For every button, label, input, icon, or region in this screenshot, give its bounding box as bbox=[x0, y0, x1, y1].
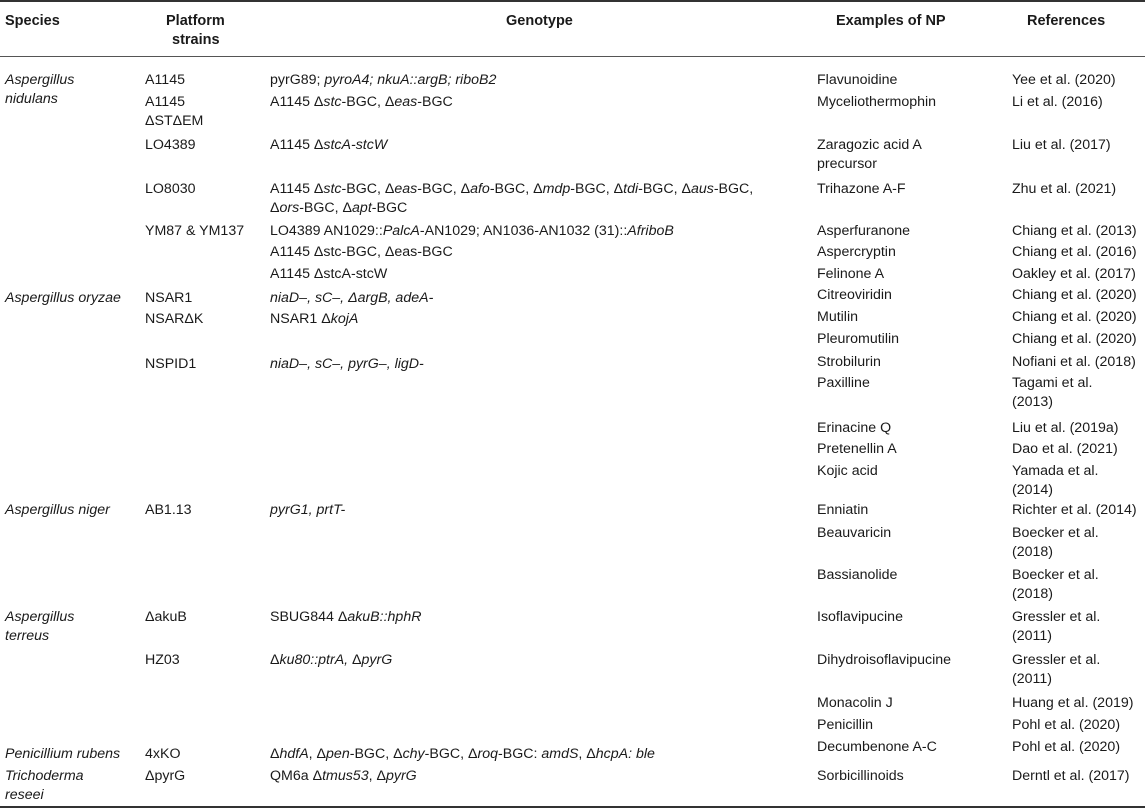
genotype-italic: AfriboB bbox=[627, 223, 674, 239]
genotype-italic: chy bbox=[402, 746, 425, 762]
genotype-text: -AN1029; AN1036-AN1032 (31):: bbox=[419, 223, 628, 239]
np-strobilurin: Strobilurin bbox=[817, 354, 881, 370]
species-niger: Aspergillus niger bbox=[5, 502, 110, 518]
species-nidulans-line1: Aspergillus bbox=[5, 72, 75, 88]
genotype-a1145-stem bbox=[270, 93, 453, 112]
genotype-nsar1: niaD–, sC–, ΔargB, adeA- bbox=[270, 290, 434, 306]
ref-yee-2020: Yee et al. (2020) bbox=[1012, 72, 1116, 88]
header-species: Species bbox=[5, 13, 60, 29]
np-bassianolide: Bassianolide bbox=[817, 567, 898, 583]
genotype-text: Δ bbox=[270, 746, 280, 762]
genotype-text: -BGC, Δ bbox=[299, 200, 353, 216]
genotype-lo8030-line1 bbox=[270, 180, 753, 199]
header-platform-line1: Platform bbox=[166, 13, 225, 29]
strain-nsardk: NSARΔK bbox=[145, 311, 204, 327]
np-erinacine: Erinacine Q bbox=[817, 420, 892, 436]
ref-dao-2021: Dao et al. (2021) bbox=[1012, 441, 1118, 457]
np-zaragozic-line1: Zaragozic acid A bbox=[817, 137, 922, 153]
species-terreus-line2: terreus bbox=[5, 628, 50, 644]
genotype-text: -BGC, Δ bbox=[638, 181, 691, 197]
genotype-text: Δ bbox=[270, 652, 280, 668]
strain-pyrg: ΔpyrG bbox=[145, 768, 186, 784]
genotype-text: , Δ bbox=[308, 746, 327, 762]
ref-li-2016: Li et al. (2016) bbox=[1012, 94, 1103, 110]
genotype-nspid1: niaD–, sC–, pyrG–, ligD- bbox=[270, 356, 424, 372]
ref-chiang-2016: Chiang et al. (2016) bbox=[1012, 244, 1137, 260]
strain-4xko: 4xKO bbox=[145, 746, 181, 762]
genotype-text: -BGC, Δ bbox=[424, 746, 478, 762]
genotype-text: -BGC bbox=[371, 200, 408, 216]
strain-lo8030: LO8030 bbox=[145, 181, 196, 197]
genotype-text: -BGC, Δ bbox=[489, 181, 543, 197]
ref-boecker-a-line1: Boecker et al. bbox=[1012, 525, 1099, 541]
genotype-lo8030-line2 bbox=[270, 199, 407, 218]
ref-nofiani-2018: Nofiani et al. (2018) bbox=[1012, 354, 1136, 370]
genotype-text: LO4389 AN1029:: bbox=[270, 223, 383, 239]
genotype-text: NSAR1 Δ bbox=[270, 311, 331, 327]
np-felinone: Felinone A bbox=[817, 266, 885, 282]
species-reseei-line1: Trichoderma bbox=[5, 768, 84, 784]
species-nidulans-line2: nidulans bbox=[5, 91, 58, 107]
header-platform-line2: strains bbox=[172, 32, 220, 48]
genotype-italic: pyrG bbox=[385, 768, 417, 784]
genotype-italic: akuB::hphR bbox=[347, 609, 422, 625]
genotype-text: , Δ bbox=[368, 768, 386, 784]
header-genotype: Genotype bbox=[506, 13, 573, 29]
species-terreus-line1: Aspergillus bbox=[5, 609, 75, 625]
np-myceliothermophin: Myceliothermophin bbox=[817, 94, 937, 110]
np-beauvaricin: Beauvaricin bbox=[817, 525, 892, 541]
genotype-italic: stcA-stcW bbox=[323, 137, 388, 153]
genotype-italic: pyrG bbox=[361, 652, 393, 668]
genotype-text: A1145 Δ bbox=[270, 181, 324, 197]
genotype-italic: eas bbox=[394, 181, 418, 197]
genotype-italic: hcpA: ble bbox=[595, 746, 655, 762]
ref-derntl-2017: Derntl et al. (2017) bbox=[1012, 768, 1130, 784]
genotype-text: , Δ bbox=[578, 746, 596, 762]
genotype-italic: afo bbox=[470, 181, 490, 197]
species-reseei-line2: reseei bbox=[5, 787, 44, 803]
ref-yamada-line2: (2014) bbox=[1012, 482, 1054, 498]
np-mutilin: Mutilin bbox=[817, 309, 858, 325]
strain-ym87-ym137: YM87 & YM137 bbox=[145, 223, 245, 239]
ref-chiang-2020-c: Chiang et al. (2020) bbox=[1012, 331, 1137, 347]
genotype-italic: eas bbox=[394, 94, 418, 110]
genotype-italic: ors bbox=[279, 200, 300, 216]
genotype-text: -BGC, Δ bbox=[349, 746, 403, 762]
genotype-text: A1145 Δ bbox=[270, 137, 324, 153]
genotype-italic: roq bbox=[477, 746, 498, 762]
ref-liu-2017: Liu et al. (2017) bbox=[1012, 137, 1111, 153]
genotype-text: -BGC, Δ bbox=[341, 94, 395, 110]
ref-zhu-2021: Zhu et al. (2021) bbox=[1012, 181, 1117, 197]
genotype-ym87-line3: A1145 ΔstcA-stcW bbox=[270, 266, 388, 282]
genotype-akub bbox=[270, 608, 421, 627]
genotype-italic: stc bbox=[323, 94, 342, 110]
ref-gressler-a-line1: Gressler et al. bbox=[1012, 609, 1101, 625]
ref-boecker-b-line2: (2018) bbox=[1012, 586, 1054, 602]
genotype-italic: tmus53 bbox=[322, 768, 369, 784]
header-references: References bbox=[1027, 13, 1106, 29]
np-enniatin: Enniatin bbox=[817, 502, 869, 518]
ref-tagami-line1: Tagami et al. bbox=[1012, 375, 1093, 391]
genotype-4xko bbox=[270, 745, 655, 764]
genotype-text: -BGC: bbox=[498, 746, 542, 762]
np-dihydroisoflavipucine: Dihydroisoflavipucine bbox=[817, 652, 952, 668]
strain-hz03: HZ03 bbox=[145, 652, 180, 668]
genotype-italic: tdi bbox=[623, 181, 639, 197]
species-oryzae: Aspergillus oryzae bbox=[5, 290, 121, 306]
ref-chiang-2020-b: Chiang et al. (2020) bbox=[1012, 309, 1137, 325]
np-zaragozic-line2: precursor bbox=[817, 156, 877, 172]
ref-gressler-a-line2: (2011) bbox=[1012, 628, 1052, 644]
genotype-italic: pen bbox=[326, 746, 350, 762]
np-asperfuranone: Asperfuranone bbox=[817, 223, 911, 239]
genotype-text: Δ bbox=[348, 652, 362, 668]
strain-a1145-stem-line2: ΔSTΔEM bbox=[145, 113, 204, 129]
strain-lo4389: LO4389 bbox=[145, 137, 196, 153]
genotype-text: SBUG844 Δ bbox=[270, 609, 348, 625]
np-citreoviridin: Citreoviridin bbox=[817, 287, 892, 303]
np-monacolin: Monacolin J bbox=[817, 695, 893, 711]
genotype-text: -BGC, Δ bbox=[570, 181, 624, 197]
np-kojic-acid: Kojic acid bbox=[817, 463, 878, 479]
genotype-text: A1145 Δ bbox=[270, 94, 324, 110]
strain-nsar1: NSAR1 bbox=[145, 290, 193, 306]
genotype-italic: amdS bbox=[541, 746, 579, 762]
genotype-ab113: pyrG1, prtT- bbox=[270, 502, 346, 518]
genotype-a1145-part: pyrG89; bbox=[270, 72, 325, 88]
ref-gressler-b-line1: Gressler et al. bbox=[1012, 652, 1101, 668]
np-trihazone: Trihazone A-F bbox=[817, 181, 906, 197]
ref-oakley-2017: Oakley et al. (2017) bbox=[1012, 266, 1136, 282]
genotype-italic: kojA bbox=[330, 311, 359, 327]
ref-pohl-2020-a: Pohl et al. (2020) bbox=[1012, 717, 1121, 733]
ref-chiang-2020-a: Chiang et al. (2020) bbox=[1012, 287, 1137, 303]
species-rubens: Penicillium rubens bbox=[5, 746, 121, 762]
strain-ab113: AB1.13 bbox=[145, 502, 192, 518]
ref-gressler-b-line2: (2011) bbox=[1012, 671, 1052, 687]
ref-richter-2014: Richter et al. (2014) bbox=[1012, 502, 1137, 518]
genotype-text: QM6a Δ bbox=[270, 768, 323, 784]
genotype-text: -BGC bbox=[417, 94, 453, 110]
ref-huang-2019: Huang et al. (2019) bbox=[1012, 695, 1134, 711]
genotype-italic: ku80::ptrA, bbox=[279, 652, 349, 668]
header-examples-np: Examples of NP bbox=[836, 13, 946, 29]
ref-liu-2019a: Liu et al. (2019a) bbox=[1012, 420, 1119, 436]
genotype-italic: aus bbox=[690, 181, 714, 197]
np-isoflavipucine: Isoflavipucine bbox=[817, 609, 903, 625]
np-paxilline: Paxilline bbox=[817, 375, 870, 391]
genotype-text: -BGC, Δ bbox=[341, 181, 395, 197]
genotype-lo4389 bbox=[270, 136, 387, 155]
genotype-text: -BGC, Δ bbox=[417, 181, 471, 197]
genotype-nsardk bbox=[270, 310, 358, 329]
genotype-hz03 bbox=[270, 651, 392, 670]
strain-akub: ΔakuB bbox=[145, 609, 187, 625]
ref-pohl-2020-b: Pohl et al. (2020) bbox=[1012, 739, 1121, 755]
genotype-italic: apt bbox=[352, 200, 372, 216]
genotype-a1145 bbox=[270, 71, 496, 90]
table-bottom-rule bbox=[0, 806, 1145, 808]
ref-yamada-line1: Yamada et al. bbox=[1012, 463, 1099, 479]
ref-boecker-b-line1: Boecker et al. bbox=[1012, 567, 1099, 583]
ref-boecker-a-line2: (2018) bbox=[1012, 544, 1054, 560]
genotype-pyrg bbox=[270, 767, 417, 786]
np-pleuromutilin: Pleuromutilin bbox=[817, 331, 900, 347]
strain-a1145-stem-line1: A1145 bbox=[145, 94, 185, 110]
genotype-italic: mdp bbox=[542, 181, 571, 197]
genotype-a1145-italic: pyroA4; nkuA::argB; riboB2 bbox=[324, 72, 497, 88]
genotype-italic: hdfA bbox=[279, 746, 309, 762]
genotype-italic: PalcA bbox=[382, 223, 420, 239]
table-header-rule bbox=[0, 56, 1145, 57]
np-sorbicillinoids: Sorbicillinoids bbox=[817, 768, 904, 784]
strain-a1145: A1145 bbox=[145, 72, 185, 88]
ref-chiang-2013: Chiang et al. (2013) bbox=[1012, 223, 1137, 239]
np-pretenellin: Pretenellin A bbox=[817, 441, 897, 457]
genotype-ym87-line2: A1145 Δstc-BGC, Δeas-BGC bbox=[270, 244, 453, 260]
genotype-ym87 bbox=[270, 222, 674, 241]
genotype-text: Δ bbox=[270, 200, 280, 216]
strain-nspid1: NSPID1 bbox=[145, 356, 197, 372]
genotype-italic: stc bbox=[323, 181, 342, 197]
ref-tagami-line2: (2013) bbox=[1012, 394, 1054, 410]
np-aspercryptin: Aspercryptin bbox=[817, 244, 896, 260]
genotype-text: -BGC, bbox=[713, 181, 754, 197]
np-decumbenone: Decumbenone A-C bbox=[817, 739, 937, 755]
table-top-rule bbox=[0, 0, 1145, 2]
np-penicillin: Penicillin bbox=[817, 717, 873, 733]
np-flavunoidine: Flavunoidine bbox=[817, 72, 898, 88]
